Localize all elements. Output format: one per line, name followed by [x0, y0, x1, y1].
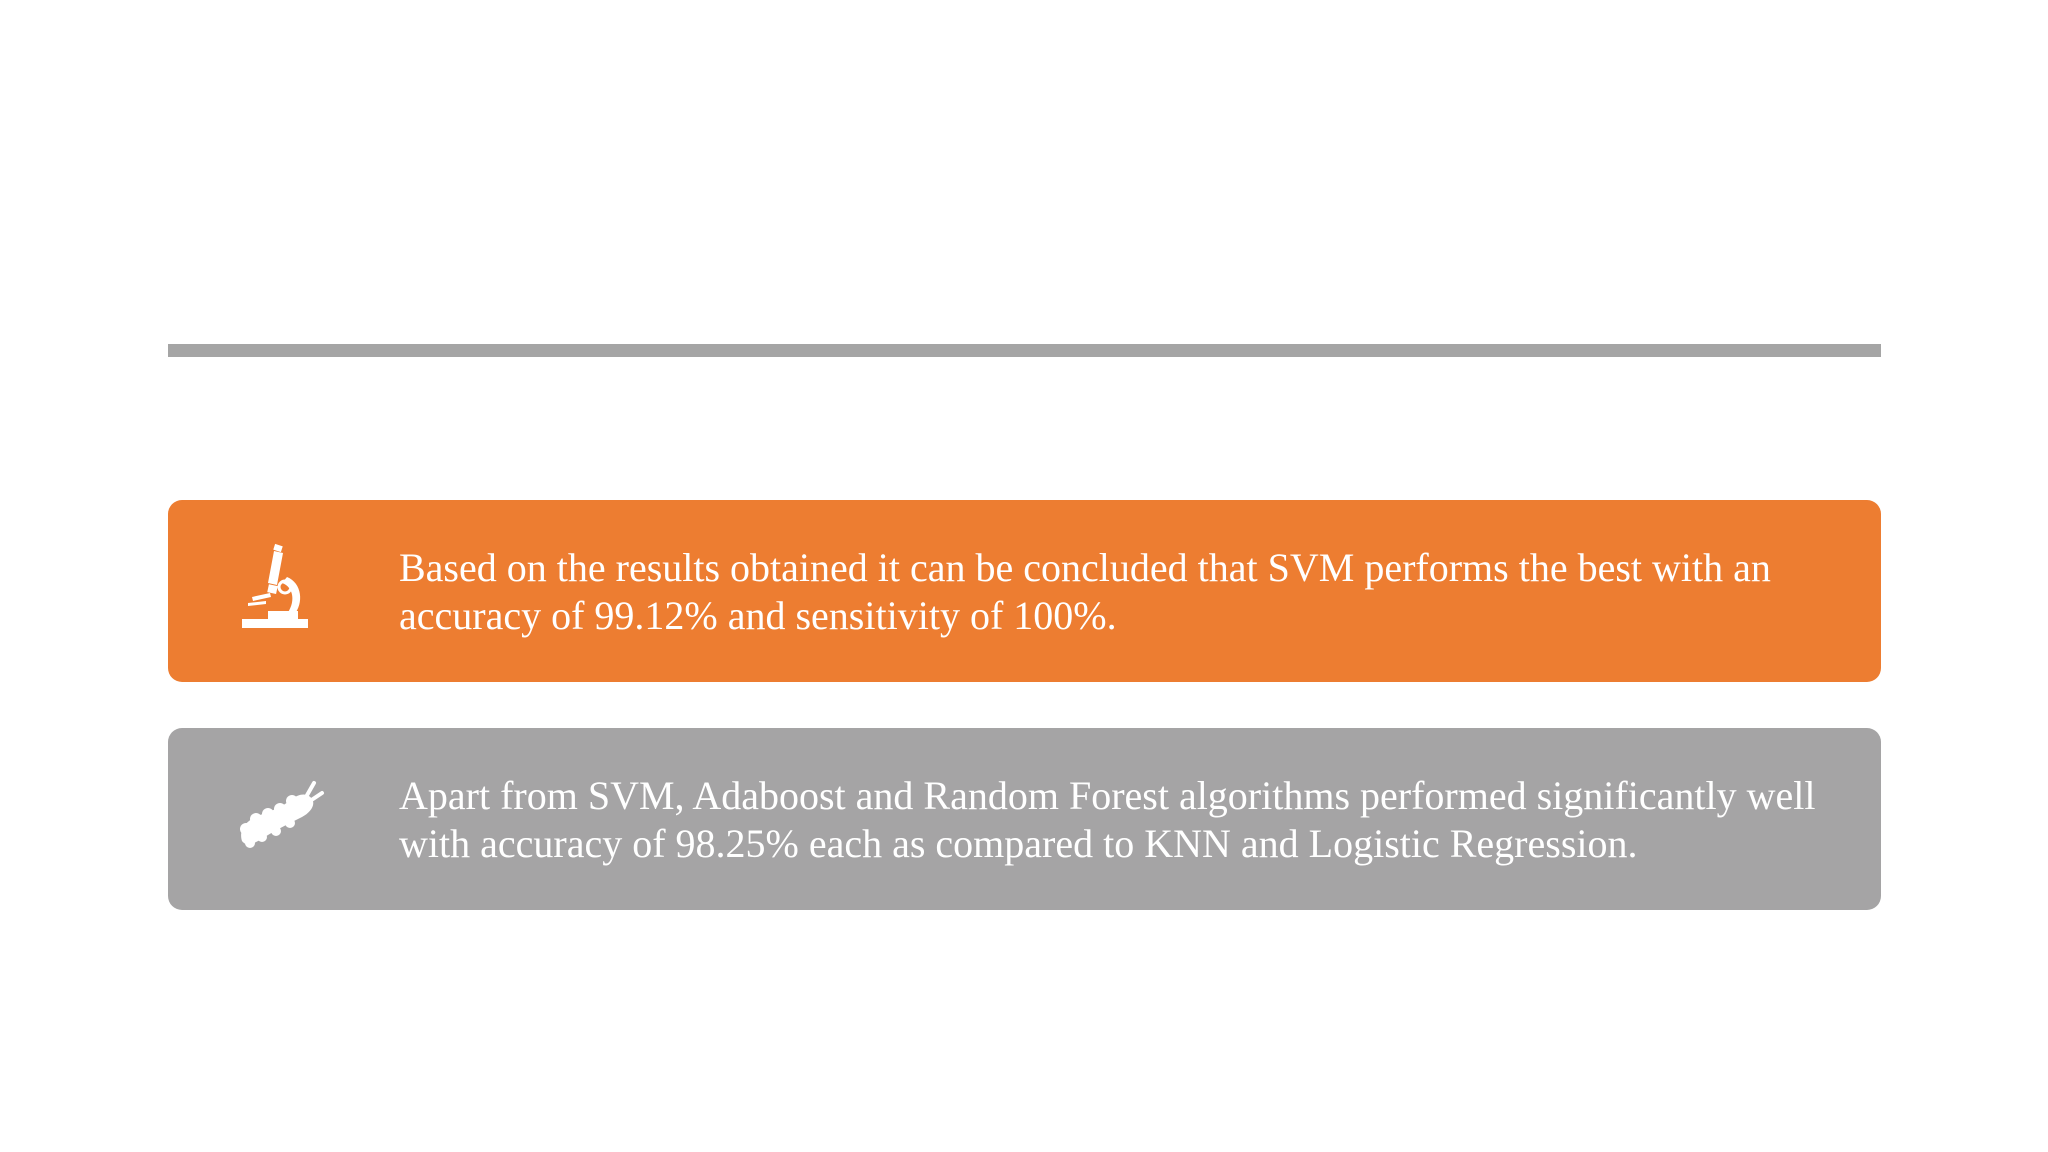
- conclusion-card-svm: [168, 500, 1881, 682]
- title-divider: [168, 344, 1881, 357]
- conclusion-text-other-models: Apart from SVM, Adaboost and Random Forest algorithms performed significantly well with accuracy of 98.25% each as compared to KNN and Logistic Regression.: [399, 773, 1816, 866]
- bacteria-icon: [230, 769, 330, 869]
- conclusion-text-svm: Based on the results obtained it can be concluded that SVM performs the best with an accuracy of 99.12% and sensitivity of 100%.: [399, 545, 1771, 638]
- conclusion-card-other-models: [168, 728, 1881, 910]
- microscope-icon: [230, 541, 330, 641]
